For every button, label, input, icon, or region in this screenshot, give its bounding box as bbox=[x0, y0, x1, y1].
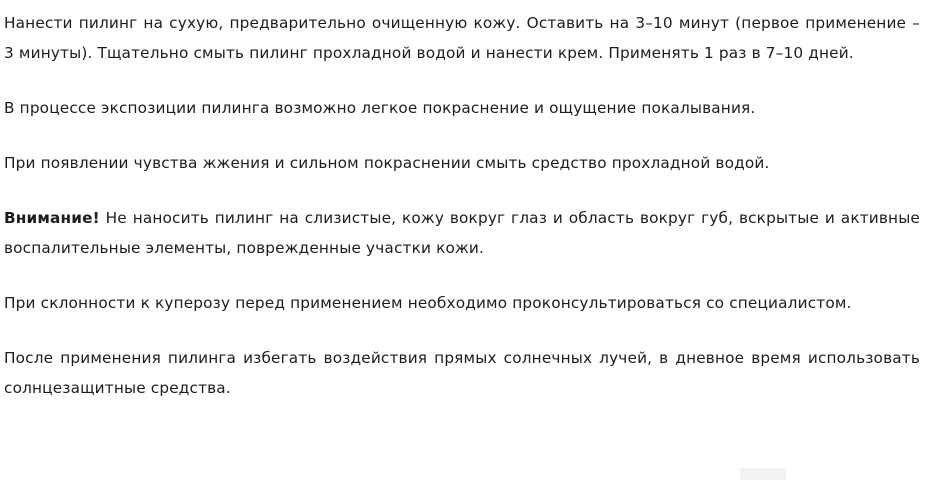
paragraph-text: После применения пилинга избегать воздействия прямых солнечных лучей, в дневное время использовать солнцезащитные средства. bbox=[4, 349, 920, 397]
paragraph-text: При появлении чувства жжения и сильном покраснении смыть средство прохладной водой. bbox=[4, 154, 770, 172]
paragraph-text: При склонности к куперозу перед применением необходимо проконсультироваться со специалистом. bbox=[4, 294, 852, 312]
paragraph-burning-note bbox=[4, 148, 920, 178]
page-edge-artifact bbox=[740, 468, 786, 480]
paragraph-sun-protection-note bbox=[4, 343, 920, 403]
paragraph-warning bbox=[4, 203, 920, 263]
paragraph-text: В процессе экспозиции пилинга возможно легкое покраснение и ощущение покалывания. bbox=[4, 99, 756, 117]
paragraph-exposure-note bbox=[4, 93, 920, 123]
paragraph-usage-instructions bbox=[4, 8, 920, 68]
warning-lead-label: Внимание! bbox=[4, 209, 100, 227]
paragraph-text: Нанести пилинг на сухую, предварительно очищенную кожу. Оставить на 3–10 минут (первое применение – 3 минуты). Тщательно смыть пилинг прохладной водой и нанести крем. Применять 1 раз в 7–10 дней. bbox=[4, 14, 920, 62]
paragraph-couperose-note bbox=[4, 288, 920, 318]
paragraph-text: Не наносить пилинг на слизистые, кожу вокруг глаз и область вокруг губ, вскрытые и активные воспалительные элементы, поврежденные участки кожи. bbox=[4, 209, 920, 257]
